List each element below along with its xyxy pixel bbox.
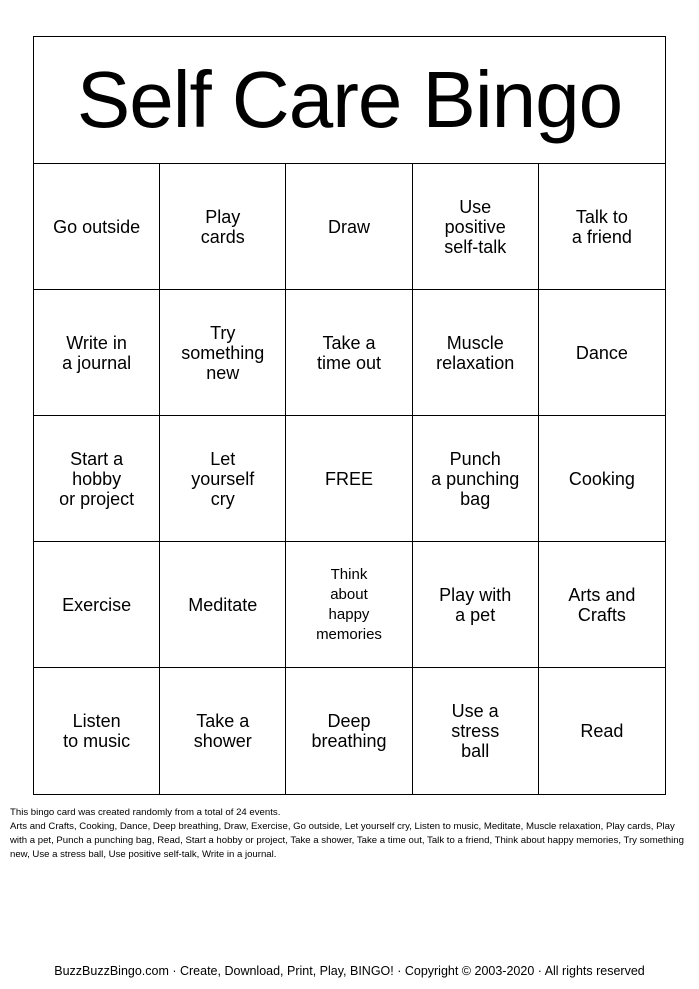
card-note [10, 806, 690, 862]
bingo-cell: Talk to a friend [539, 164, 665, 290]
bingo-cell: Let yourself cry [160, 416, 286, 542]
note-intro: This bingo card was created randomly from a total of 24 events. [10, 807, 281, 818]
bingo-cell: Use positive self-talk [413, 164, 539, 290]
bingo-cell: Write in a journal [34, 290, 160, 416]
bingo-cell: Play with a pet [413, 542, 539, 668]
note-event-list: Arts and Crafts, Cooking, Dance, Deep breathing, Draw, Exercise, Go outside, Let yourself cry, Listen to music, Meditate, Muscle relaxation, Play cards, Play with a pet, Punch a punching bag, Read, Start a hobby or project, Take a shower, Take a time out, Talk to a friend, Think about happy memories, Try something new, Use a stress ball, Use positive self-talk, Write in a journal. [10, 821, 684, 860]
bingo-cell: Read [580, 721, 624, 741]
bingo-cell: Deep breathing [286, 668, 412, 794]
bingo-cell: Listen to music [34, 668, 160, 794]
bingo-cell: Meditate [160, 542, 286, 668]
bingo-cell: Go outside [34, 164, 160, 290]
bingo-cell: Start a hobby or project [34, 416, 160, 542]
bingo-cell: Think about happy memories [286, 542, 412, 668]
footer-credit: BuzzBuzzBingo.com · Create, Download, Print, Play, BINGO! · Copyright © 2003-2020 · All rights reserved [54, 964, 645, 978]
bingo-card [33, 36, 666, 795]
bingo-cell: Dance [539, 290, 665, 416]
bingo-cell: Draw [286, 164, 412, 290]
bingo-cell: Muscle relaxation [413, 290, 539, 416]
bingo-cell: Take a shower [160, 668, 286, 794]
free-space-cell: FREE [286, 416, 412, 542]
bingo-cell: Exercise [34, 542, 160, 668]
bingo-cell: Use a stress ball [413, 668, 539, 794]
bingo-grid [34, 164, 665, 794]
bingo-cell: Punch a punching bag [413, 416, 539, 542]
bingo-cell: Cooking [539, 416, 665, 542]
bingo-cell: Take a time out [286, 290, 412, 416]
bingo-cell: Try something new [160, 290, 286, 416]
bingo-cell: Arts and Crafts [539, 542, 665, 668]
bingo-cell: Play cards [160, 164, 286, 290]
card-title: Self Care Bingo [34, 37, 665, 164]
